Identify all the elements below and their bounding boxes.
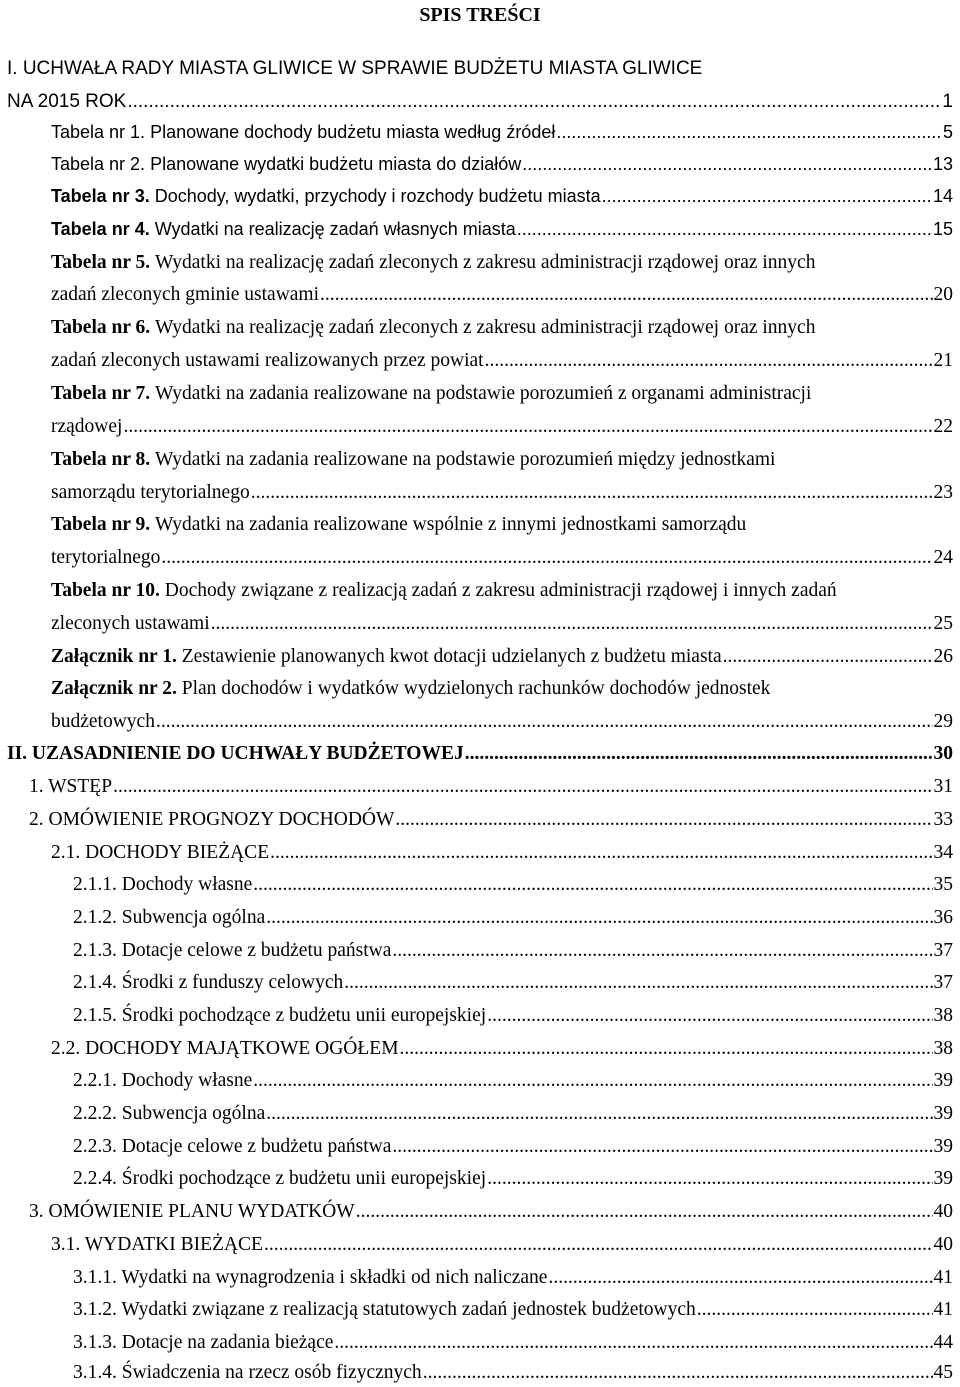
dot-leader — [266, 906, 932, 930]
page-number: 39 — [933, 1168, 953, 1189]
page-number: 39 — [933, 1070, 953, 1091]
entry-label: Tabela nr 4. — [51, 219, 150, 239]
dot-leader — [253, 873, 932, 897]
page-number: 39 — [933, 1103, 953, 1124]
toc-entry-tabela-4[interactable] — [51, 217, 953, 241]
entry-label: Tabela nr 9. — [51, 514, 151, 535]
entry-text: Plan dochodów i wydatków wydzielonych rachunków dochodów jednostek — [181, 678, 771, 699]
entry-text: 3.1.1. Wydatki na wynagrodzenia i składki od nich naliczane — [73, 1267, 548, 1288]
dot-leader — [697, 1298, 933, 1322]
toc-entry-section-3-1-4[interactable] — [73, 1361, 953, 1385]
dot-leader — [487, 1004, 932, 1028]
dot-leader — [264, 1233, 933, 1257]
toc-entry-section-3-1-3[interactable] — [73, 1331, 953, 1355]
entry-label: Tabela nr 7. — [51, 383, 151, 404]
toc-entry-section-2-2[interactable] — [51, 1037, 953, 1061]
page-number: 40 — [933, 1201, 953, 1222]
entry-text-cont: budżetowych — [51, 711, 155, 732]
entry-text: NA 2015 ROK — [7, 91, 127, 112]
entry-label: Tabela nr 8. — [51, 449, 151, 470]
page-number: 22 — [933, 416, 953, 437]
entry-text: Wydatki na zadania realizowane na podstawie porozumień między jednostkami — [155, 449, 776, 470]
toc-entry-section-2-1[interactable] — [51, 841, 953, 865]
toc-entry-tabela-7-cont[interactable] — [51, 415, 953, 439]
toc-entry-section-2-2-4[interactable] — [73, 1167, 953, 1191]
page-number: 30 — [933, 743, 953, 764]
toc-entry-section-1[interactable] — [29, 775, 953, 799]
dot-leader — [485, 349, 933, 373]
toc-entry-section-2-2-1[interactable] — [73, 1069, 953, 1093]
toc-entry-section-3[interactable] — [29, 1200, 953, 1224]
page-number: 45 — [933, 1362, 953, 1383]
dot-leader — [392, 939, 932, 963]
dot-leader — [400, 1037, 933, 1061]
dot-leader — [723, 645, 933, 669]
entry-text-cont: samorządu terytorialnego — [51, 482, 250, 503]
page-number: 31 — [933, 776, 953, 797]
entry-text: Planowane dochody budżetu miasta według źródeł — [150, 122, 556, 142]
entry-label: Tabela nr 3. — [51, 186, 150, 206]
dot-leader — [123, 415, 932, 439]
page-number: 20 — [933, 284, 953, 305]
page-number: 24 — [933, 547, 953, 568]
entry-text: Dochody związane z realizacją zadań z zakresu administracji rządowej i innych zadań — [164, 580, 837, 601]
page-number: 37 — [933, 972, 953, 993]
entry-label: Tabela nr 2. — [51, 154, 146, 174]
toc-entry-tabela-5-cont[interactable] — [51, 283, 953, 307]
entry-text: 2.2.1. Dochody własne — [73, 1070, 253, 1091]
dot-leader — [127, 90, 941, 114]
page-number: 44 — [933, 1332, 953, 1353]
toc-entry-section-2-1-5[interactable] — [73, 1004, 953, 1028]
entry-text: II. UZASADNIENIE DO UCHWAŁY BUDŻETOWEJ — [7, 743, 464, 764]
toc-title: SPIS TREŚCI — [419, 4, 541, 26]
toc-entry-tabela-2[interactable] — [51, 152, 953, 176]
toc-entry-section-3-1[interactable] — [51, 1233, 953, 1257]
entry-text: 1. WSTĘP — [29, 776, 113, 797]
toc-entry-tabela-9-cont[interactable] — [51, 546, 953, 570]
entry-text: Wydatki na zadania realizowane na podstawie porozumień z organami administracji — [155, 383, 812, 404]
page-number: 15 — [932, 219, 953, 239]
entry-label: Załącznik nr 2. — [51, 678, 177, 699]
toc-entry-zalacznik-1[interactable] — [51, 645, 953, 669]
page-number: 39 — [933, 1136, 953, 1157]
entry-text: Planowane wydatki budżetu miasta do działów — [150, 154, 522, 174]
toc-entry-zalacznik-2-cont[interactable] — [51, 710, 953, 734]
toc-entry-tabela-8-cont[interactable] — [51, 481, 953, 505]
dot-leader — [395, 808, 932, 832]
toc-entry-zalacznik-2[interactable] — [51, 677, 770, 701]
dot-leader — [487, 1167, 932, 1191]
dot-leader — [392, 1135, 932, 1159]
dot-leader — [211, 612, 933, 636]
page-number: 35 — [933, 874, 953, 895]
page-number: 23 — [933, 482, 953, 503]
entry-text-cont: zadań zleconych ustawami realizowanych przez powiat — [51, 350, 484, 371]
toc-entry-tabela-1[interactable] — [51, 120, 953, 144]
page-number: 36 — [933, 907, 953, 928]
entry-label: Załącznik nr 1. — [51, 646, 177, 667]
page-number: 25 — [933, 613, 953, 634]
entry-text: Wydatki na zadania realizowane wspólnie z innymi jednostkami samorządu — [155, 514, 747, 535]
toc-entry-part-1[interactable] — [7, 90, 953, 114]
toc-entry-part-2[interactable] — [7, 742, 953, 766]
dot-leader — [113, 775, 932, 799]
page-number: 1 — [942, 91, 953, 112]
page-number: 38 — [933, 1005, 953, 1026]
entry-text: 2.2.3. Dotacje celowe z budżetu państwa — [73, 1136, 392, 1157]
dot-leader — [253, 1069, 932, 1093]
entry-text: 3.1.3. Dotacje na zadania bieżące — [73, 1332, 334, 1353]
entry-text: 3.1.2. Wydatki związane z realizacją statutowych zadań jednostek budżetowych — [73, 1299, 696, 1320]
toc-entry-tabela-6[interactable] — [51, 316, 815, 340]
page-number: 33 — [933, 809, 953, 830]
entry-text: Wydatki na realizację zadań własnych miasta — [154, 219, 516, 239]
toc-entry-tabela-10-cont[interactable] — [51, 612, 953, 636]
toc-entry-section-2[interactable] — [29, 808, 953, 832]
dot-leader — [266, 1102, 932, 1126]
page-number: 38 — [933, 1038, 953, 1059]
page-number: 21 — [933, 350, 953, 371]
dot-leader — [251, 481, 933, 505]
entry-text: 2.1. DOCHODY BIEŻĄCE — [51, 842, 270, 863]
entry-label: Tabela nr 6. — [51, 317, 151, 338]
dot-leader — [465, 742, 933, 766]
page-number: 41 — [933, 1267, 953, 1288]
page-number: 41 — [933, 1299, 953, 1320]
entry-text: 2.1.1. Dochody własne — [73, 874, 253, 895]
toc-entry-section-2-1-1[interactable] — [73, 873, 953, 897]
entry-text: 3.1. WYDATKI BIEŻĄCE — [51, 1234, 263, 1255]
dot-leader — [522, 152, 932, 176]
entry-text-cont: rządowej — [51, 416, 123, 437]
dot-leader — [517, 217, 932, 241]
page-number: 29 — [933, 711, 953, 732]
toc-entry-section-3-1-1[interactable] — [73, 1266, 953, 1290]
entry-text: 2.1.4. Środki z funduszy celowych — [73, 972, 344, 993]
entry-text: 2.2. DOCHODY MAJĄTKOWE OGÓŁEM — [51, 1038, 399, 1059]
toc-entry-tabela-10[interactable] — [51, 579, 837, 603]
toc-entry-section-2-2-3[interactable] — [73, 1135, 953, 1159]
entry-text-cont: zleconych ustawami — [51, 613, 210, 634]
entry-text-cont: zadań zleconych gminie ustawami — [51, 284, 320, 305]
page-number: 5 — [942, 122, 953, 142]
entry-text: Wydatki na realizację zadań zleconych z zakresu administracji rządowej oraz innych — [155, 317, 816, 338]
dot-leader — [602, 184, 932, 208]
entry-text: Dochody, wydatki, przychody i rozchody budżetu miasta — [154, 186, 601, 206]
entry-text: 2.1.3. Dotacje celowe z budżetu państwa — [73, 940, 392, 961]
entry-text: 2.1.2. Subwencja ogólna — [73, 907, 266, 928]
entry-text: 2.1.5. Środki pochodzące z budżetu unii europejskiej — [73, 1005, 487, 1026]
page-number: 40 — [933, 1234, 953, 1255]
dot-leader — [270, 841, 932, 865]
toc-entry-section-3-1-2[interactable] — [73, 1298, 953, 1322]
dot-leader — [556, 120, 942, 144]
dot-leader — [320, 283, 932, 307]
dot-leader — [344, 971, 932, 995]
dot-leader — [334, 1331, 932, 1355]
part-1-heading[interactable]: I. UCHWAŁA RADY MIASTA GLIWICE W SPRAWIE BUDŻETU MIASTA GLIWICE — [7, 58, 703, 79]
entry-label: Tabela nr 10. — [51, 580, 160, 601]
toc-entry-tabela-5[interactable] — [51, 251, 815, 275]
dot-leader — [356, 1200, 933, 1224]
page-number: 34 — [933, 842, 953, 863]
entry-label: Tabela nr 5. — [51, 252, 151, 273]
toc-entry-section-2-2-2[interactable] — [73, 1102, 953, 1126]
toc-entry-section-2-1-4[interactable] — [73, 971, 953, 995]
dot-leader — [548, 1266, 932, 1290]
toc-entry-tabela-3[interactable] — [51, 184, 953, 208]
entry-text: 3. OMÓWIENIE PLANU WYDATKÓW — [29, 1201, 355, 1222]
entry-label: Tabela nr 1. — [51, 122, 146, 142]
toc-entry-section-2-1-2[interactable] — [73, 906, 953, 930]
toc-entry-tabela-9[interactable] — [51, 513, 746, 537]
entry-text: 2.2.2. Subwencja ogólna — [73, 1103, 266, 1124]
entry-text: 2. OMÓWIENIE PROGNOZY DOCHODÓW — [29, 809, 395, 830]
page-number: 26 — [933, 646, 953, 667]
entry-text: 2.2.4. Środki pochodzące z budżetu unii europejskiej — [73, 1168, 487, 1189]
dot-leader — [156, 710, 933, 734]
toc-entry-section-2-1-3[interactable] — [73, 939, 953, 963]
page-number: 37 — [933, 940, 953, 961]
dot-leader — [423, 1361, 933, 1385]
entry-text: 3.1.4. Świadczenia na rzecz osób fizycznych — [73, 1362, 422, 1383]
page-number: 14 — [932, 186, 953, 206]
entry-text: Zestawienie planowanych kwot dotacji udzielanych z budżetu miasta — [181, 646, 722, 667]
entry-text: Wydatki na realizację zadań zleconych z zakresu administracji rządowej oraz innych — [155, 252, 816, 273]
page-number: 13 — [932, 154, 953, 174]
toc-entry-tabela-6-cont[interactable] — [51, 349, 953, 373]
dot-leader — [161, 546, 932, 570]
entry-text-cont: terytorialnego — [51, 547, 161, 568]
toc-entry-tabela-8[interactable] — [51, 448, 775, 472]
toc-entry-tabela-7[interactable] — [51, 382, 811, 406]
